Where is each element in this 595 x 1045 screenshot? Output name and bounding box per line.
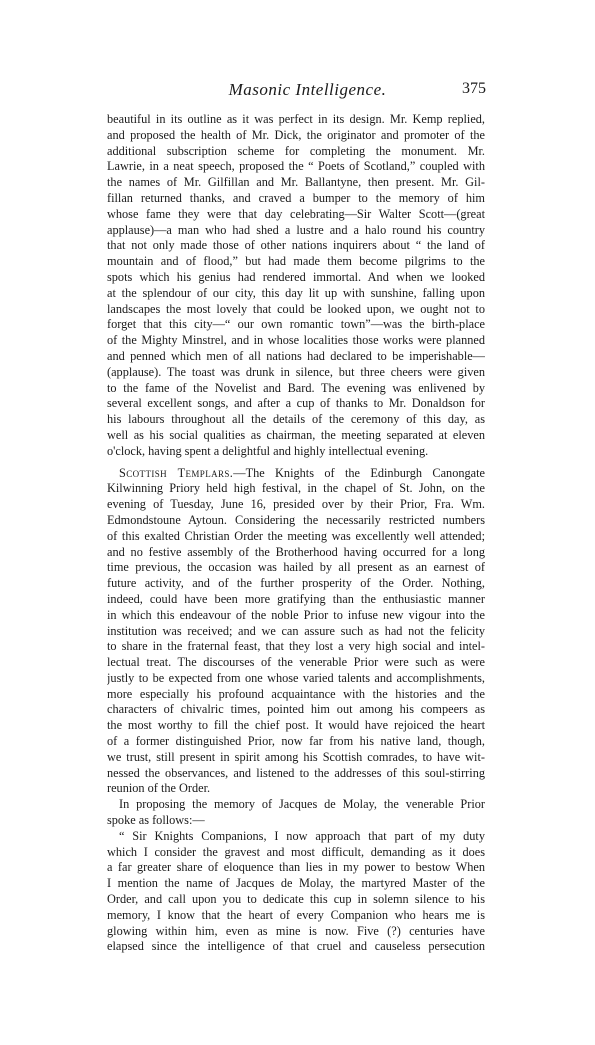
text-line: we trust, still present in spirit among his Scottish comrades, to have wit- [107,749,485,764]
text-line: well as his social qualities as chairman, the meeting separated at eleven [107,427,485,442]
text-line: applause)—a man who had shed a lustre and a halo round his country [107,222,485,237]
text-line: reunion of the Order. [107,781,211,796]
text-line: memory, I know that the heart of every Companion who hears me is [107,907,485,922]
text-line: and no festive assembly of the Brotherhood having occurred for a long [107,544,485,559]
page-number: 375 [462,80,486,97]
text-line: to share in the fraternal feast, that they lost a very high social and intel- [107,639,485,654]
text-line: a far greater share of eloquence than lies in my power to bestow When [107,860,485,875]
text-line: several excellent songs, and after a cup of thanks to Mr. Donaldson for [107,396,485,411]
text-line: I mention the name of Jacques de Molay, the martyred Master of the [107,876,485,891]
paragraph-prior-speech [107,829,485,955]
text-line: In proposing the memory of Jacques de Molay, the venerable Prior [119,797,485,812]
text-line: his labours throughout all the details of the ceremony of this day, as [107,412,485,427]
paragraph-prior-intro [107,797,485,829]
text-line: nessed the observances, and listened to the addresses of this soul-stirring [107,765,485,780]
text-line: evening of Tuesday, June 16, presided over by their Prior, Fra. Wm. [107,497,485,512]
text-line: Lawrie, in a neat speech, proposed the “ Poets of Scotland,” coupled with [107,159,485,174]
text-line: institution was received; and we can assure such as had not the felicity [107,623,485,638]
text-line: (applause). The toast was drunk in silence, but three cheers were given [107,364,485,379]
text-line: future activity, and of the further prosperity of the Order. Nothing, [107,576,485,591]
text-line: that not only made those of other nations inquirers about “ the land of [107,238,485,253]
text-line: additional subscription scheme for completing the monument. Mr. [107,143,485,158]
text-line: and penned which men of all nations had declared to be imperishable— [107,348,485,363]
text-line: spots which his genius had rendered immortal. And when we looked [107,269,485,284]
text-line: elapsed since the intelligence of that cruel and causeless persecution [107,939,485,954]
text-line: characters of chivalric times, pointed him out among his compeers as [107,702,485,717]
text-line: of the Mighty Minstrel, and in whose localities those works were planned [107,333,485,348]
text-line: fillan returned thanks, and craved a bumper to the memory of him [107,190,485,205]
text-line: of this exalted Christian Order the meeting was excellently well attended; [107,528,485,543]
text-line: at the splendour of our city, this day lit up with sunshine, falling upon [107,285,485,300]
text-line: which I consider the gravest and most difficult, demanding as it does [107,844,485,859]
paragraph-scottish-templars [107,466,485,798]
section-heading: Scottish Templars. [119,465,234,480]
text-line: the most worthy to fill the chief post. It would have rejoiced the heart [107,718,485,733]
text-line: Order, and call upon you to dedicate this cup in solemn silence to his [107,892,485,907]
text-line: lectual treat. The discourses of the venerable Prior were such as were [107,655,485,670]
text-line: “ Sir Knights Companions, I now approach that part of my duty [119,828,485,843]
text-line: the names of Mr. Gilfillan and Mr. Ballantyne, then present. Mr. Gil- [107,175,485,190]
text-line: to the fame of the Novelist and Bard. The evening was enlivened by [107,380,485,395]
text-line: whose fame they were that day celebrating—Sir Walter Scott—(great [107,206,485,221]
text-line: more especially his profound acquaintance with the histories and the [107,686,485,701]
text-line: Edmondstoune Aytoun. Considering the necessarily restricted numbers [107,512,485,527]
page-header [0,80,595,102]
text-line: forget that this city—“ our own romantic town”—was the birth-place [107,317,485,332]
text-run: —The Knights of the Edinburgh Canongate [233,465,485,480]
text-line: glowing within him, even as mine is now. Five (?) centuries have [107,923,485,938]
text-line: justly to be expected from one whose varied talents and accomplishments, [107,670,485,685]
running-title: Masonic Intelligence. [228,80,387,99]
text-line: o'clock, having spent a delightful and highly intellectual evening. [107,443,429,458]
text-line: mountain and of flood,” but had made them become pilgrims to the [107,254,485,269]
text-line: spoke as follows:— [107,813,205,828]
text-line: landscapes the most lovely that could be looked upon, we ought not to [107,301,485,316]
text-line: and proposed the health of Mr. Dick, the originator and promoter of the [107,127,485,142]
text-line: Kilwinning Priory held high festival, in the chapel of St. John, on the [107,481,485,496]
text-line [107,466,485,482]
page-body [107,112,485,955]
text-line: beautiful in its outline as it was perfect in its design. Mr. Kemp replied, [107,112,485,126]
text-line: indeed, could have been more gratifying than the enthusiastic manner [107,591,485,606]
text-line: of a former distinguished Prior, now far from his native land, though, [107,734,485,749]
text-line: in which this endeavour of the noble Prior to infuse new vigour into the [107,607,485,622]
paragraph-gilfillan-toast [107,112,485,460]
text-line: time previous, the occasion was hailed by all present as an earnest of [107,560,485,575]
